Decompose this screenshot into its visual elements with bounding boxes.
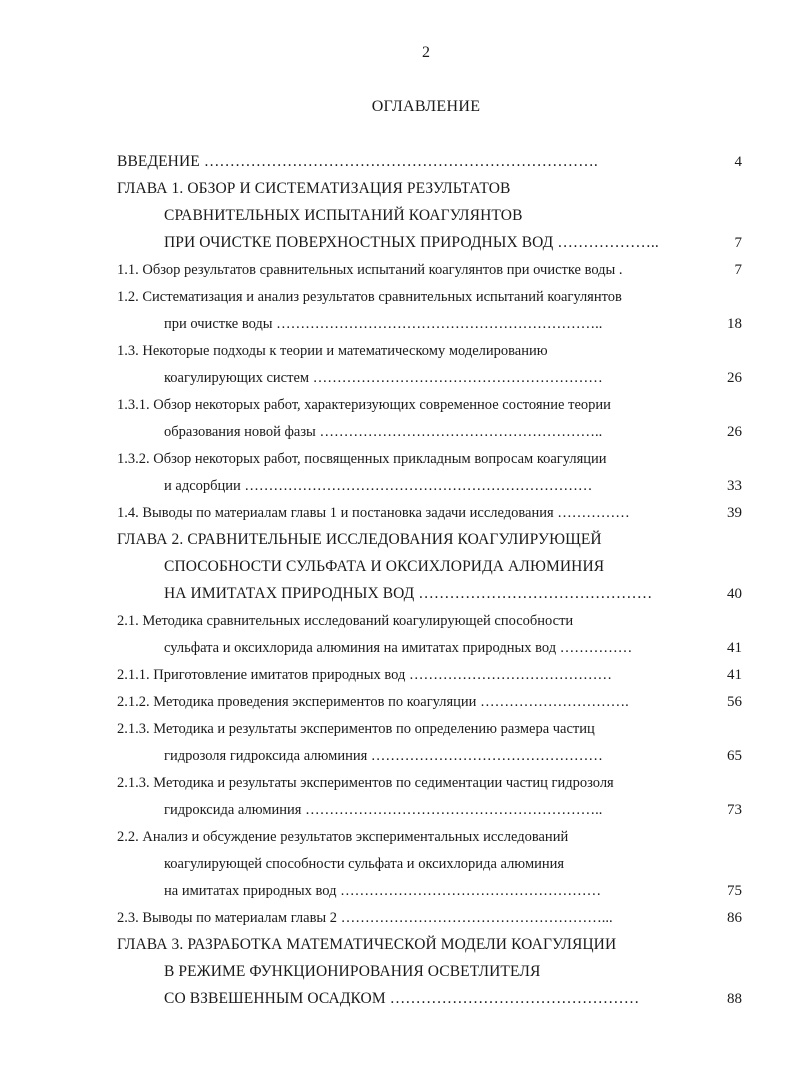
toc-entry[interactable]: 1.3. Некоторые подходы к теории и математическому моделированию: [117, 343, 548, 359]
toc-chapter-heading: В РЕЖИМЕ ФУНКЦИОНИРОВАНИЯ ОСВЕТЛИТЕЛЯ: [164, 963, 541, 980]
toc-entry[interactable]: 2.1.2. Методика проведения экспериментов по коагуляции ………………………….: [117, 694, 629, 710]
toc-entry-continuation: и адсорбции ………………………………………………………………: [164, 478, 593, 494]
toc-entry-continuation: при очистке воды …………………………………………………………..: [164, 316, 603, 332]
toc-title: ОГЛАВЛЕНИЕ: [371, 98, 481, 115]
toc-page-number: 4: [734, 154, 742, 170]
toc-page-number: 41: [727, 640, 742, 656]
toc-chapter-heading: СО ВЗВЕШЕННЫМ ОСАДКОМ …………………………………………: [164, 990, 640, 1007]
toc-entry-continuation: образования новой фазы …………………………………………………..: [164, 424, 603, 440]
toc-chapter-heading[interactable]: ГЛАВА 1. ОБЗОР И СИСТЕМАТИЗАЦИЯ РЕЗУЛЬТАТОВ: [117, 180, 511, 197]
toc-entry-continuation: гидрозоля гидроксида алюминия …………………………………………: [164, 748, 603, 764]
toc-page-number: 41: [727, 667, 742, 683]
toc-entry[interactable]: 2.2. Анализ и обсуждение результатов экспериментальных исследований: [117, 829, 569, 845]
page-number: 2: [422, 44, 430, 61]
toc-chapter-heading[interactable]: ГЛАВА 2. СРАВНИТЕЛЬНЫЕ ИССЛЕДОВАНИЯ КОАГУЛИРУЮЩЕЙ: [117, 531, 602, 548]
toc-entry[interactable]: 1.3.2. Обзор некоторых работ, посвященных прикладным вопросам коагуляции: [117, 451, 607, 467]
toc-page-number: 26: [727, 424, 742, 440]
toc-entry[interactable]: 1.2. Систематизация и анализ результатов сравнительных испытаний коагулянтов: [117, 289, 622, 305]
toc-page-number: 33: [727, 478, 742, 494]
toc-entry[interactable]: 2.1.1. Приготовление имитатов природных вод ……………………………………: [117, 667, 613, 683]
toc-chapter-heading: ПРИ ОЧИСТКЕ ПОВЕРХНОСТНЫХ ПРИРОДНЫХ ВОД ………………..: [164, 234, 659, 251]
toc-page-number: 86: [727, 910, 742, 926]
toc-page-number: 56: [727, 694, 742, 710]
toc-chapter-heading: НА ИМИТАТАХ ПРИРОДНЫХ ВОД ………………………………………: [164, 585, 653, 602]
toc-page-number: 65: [727, 748, 742, 764]
toc-page-number: 18: [727, 316, 742, 332]
toc-entry-continuation: коагулирующих систем ……………………………………………………: [164, 370, 603, 386]
toc-entry[interactable]: 1.1. Обзор результатов сравнительных испытаний коагулянтов при очистке воды .: [117, 262, 623, 278]
toc-entry-continuation: на имитатах природных вод ………………………………………………: [164, 883, 602, 899]
toc-page-number: 7: [734, 235, 742, 251]
toc-page-number: 26: [727, 370, 742, 386]
toc-page-number: 40: [727, 586, 742, 602]
toc-entry[interactable]: 2.1.3. Методика и результаты экспериментов по определению размера частиц: [117, 721, 595, 737]
toc-page-number: 88: [727, 991, 742, 1007]
toc-page-number: 7: [734, 262, 742, 278]
toc-entry[interactable]: 2.1. Методика сравнительных исследований коагулирующей способности: [117, 613, 574, 629]
toc-entry-continuation: коагулирующей способности сульфата и оксихлорида алюминия: [164, 856, 565, 872]
toc-entry[interactable]: 1.3.1. Обзор некоторых работ, характеризующих современное состояние теории: [117, 397, 611, 413]
toc-page-number: 39: [727, 505, 742, 521]
toc-entry[interactable]: 2.3. Выводы по материалам главы 2 ………………………………………………...: [117, 910, 613, 926]
toc-entry[interactable]: ВВЕДЕНИЕ ………………………………………………………………….: [117, 153, 598, 170]
toc-page-number: 73: [727, 802, 742, 818]
toc-entry[interactable]: 2.1.3. Методика и результаты экспериментов по седиментации частиц гидрозоля: [117, 775, 614, 791]
toc-entry-continuation: сульфата и оксихлорида алюминия на имитатах природных вод ……………: [164, 640, 633, 656]
toc-entry-continuation: гидроксида алюминия ……………………………………………………..: [164, 802, 603, 818]
toc-page-number: 75: [727, 883, 742, 899]
toc-chapter-heading: СПОСОБНОСТИ СУЛЬФАТА И ОКСИХЛОРИДА АЛЮМИНИЯ: [164, 558, 605, 575]
toc-entry[interactable]: 1.4. Выводы по материалам главы 1 и постановка задачи исследования ……………: [117, 505, 630, 521]
toc-chapter-heading[interactable]: ГЛАВА 3. РАЗРАБОТКА МАТЕМАТИЧЕСКОЙ МОДЕЛИ КОАГУЛЯЦИИ: [117, 936, 617, 953]
toc-chapter-heading: СРАВНИТЕЛЬНЫХ ИСПЫТАНИЙ КОАГУЛЯНТОВ: [164, 207, 523, 224]
